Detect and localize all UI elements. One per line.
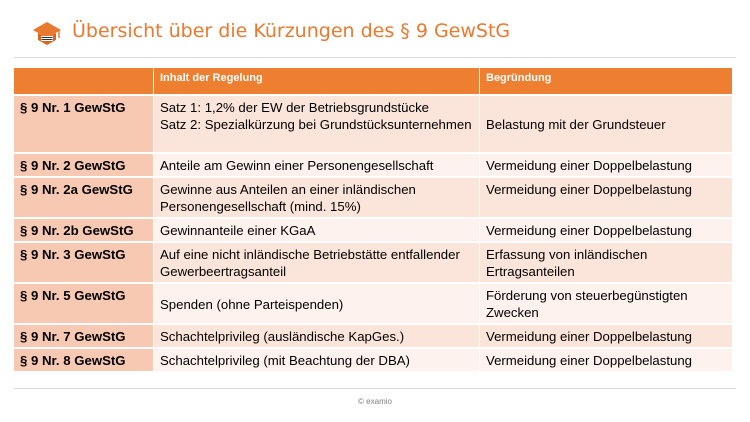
- row-reason: Vermeidung einer Doppelbelastung: [480, 347, 732, 371]
- row-paragraph: § 9 Nr. 2b GewStG: [14, 217, 154, 241]
- page-title: Übersicht über die Kürzungen des § 9 GewStG: [72, 20, 511, 42]
- header-divider: [14, 57, 736, 58]
- table-row: [14, 241, 732, 282]
- table-row: [14, 217, 732, 241]
- table-row: [14, 323, 732, 347]
- column-header-content: Inhalt der Regelung: [154, 68, 480, 94]
- row-reason: Belastung mit der Grundsteuer: [480, 94, 732, 152]
- row-paragraph: § 9 Nr. 2 GewStG: [14, 152, 154, 176]
- row-content: Schachtelprivileg (mit Beachtung der DBA): [154, 347, 480, 371]
- row-content: Gewinne aus Anteilen an einer inländischen Personengesellschaft (mind. 15%): [154, 176, 480, 217]
- row-paragraph: § 9 Nr. 1 GewStG: [14, 94, 154, 152]
- row-reason: Vermeidung einer Doppelbelastung: [480, 217, 732, 241]
- row-content: Spenden (ohne Parteispenden): [154, 282, 480, 323]
- row-reason: Förderung von steuerbegünstigten Zwecken: [480, 282, 732, 323]
- row-reason: Vermeidung einer Doppelbelastung: [480, 152, 732, 176]
- row-paragraph: § 9 Nr. 3 GewStG: [14, 241, 154, 282]
- row-content: Gewinnanteile einer KGaA: [154, 217, 480, 241]
- table-row: [14, 152, 732, 176]
- slide-header: [0, 0, 750, 62]
- graduation-cap-book-icon: [30, 18, 64, 48]
- footer-divider: [14, 388, 736, 389]
- row-paragraph: § 9 Nr. 2a GewStG: [14, 176, 154, 217]
- table-row: [14, 94, 732, 152]
- row-content: Schachtelprivileg (ausländische KapGes.): [154, 323, 480, 347]
- table-header-row: [14, 68, 732, 94]
- kuerzungen-table: [14, 68, 732, 371]
- column-header-reason: Begründung: [480, 68, 732, 94]
- row-paragraph: § 9 Nr. 8 GewStG: [14, 347, 154, 371]
- row-reason: Erfassung von inländischen Ertragsanteilen: [480, 241, 732, 282]
- row-reason: Vermeidung einer Doppelbelastung: [480, 176, 732, 217]
- row-content: Auf eine nicht inländische Betriebstätte entfallender Gewerbeertragsanteil: [154, 241, 480, 282]
- row-content: [154, 94, 480, 152]
- row-content-line: Satz 2: Spezialkürzung bei Grundstücksunternehmen: [160, 117, 472, 132]
- column-header-paragraph: [14, 68, 154, 94]
- table-row: [14, 176, 732, 217]
- row-reason: Vermeidung einer Doppelbelastung: [480, 323, 732, 347]
- row-content-line: Satz 1: 1,2% der EW der Betriebsgrundstücke: [160, 100, 430, 115]
- row-paragraph: § 9 Nr. 7 GewStG: [14, 323, 154, 347]
- row-paragraph: § 9 Nr. 5 GewStG: [14, 282, 154, 323]
- table-row: [14, 282, 732, 323]
- copyright-footer: © examio: [358, 397, 392, 406]
- table-row: [14, 347, 732, 371]
- row-content: Anteile am Gewinn einer Personengesellschaft: [154, 152, 480, 176]
